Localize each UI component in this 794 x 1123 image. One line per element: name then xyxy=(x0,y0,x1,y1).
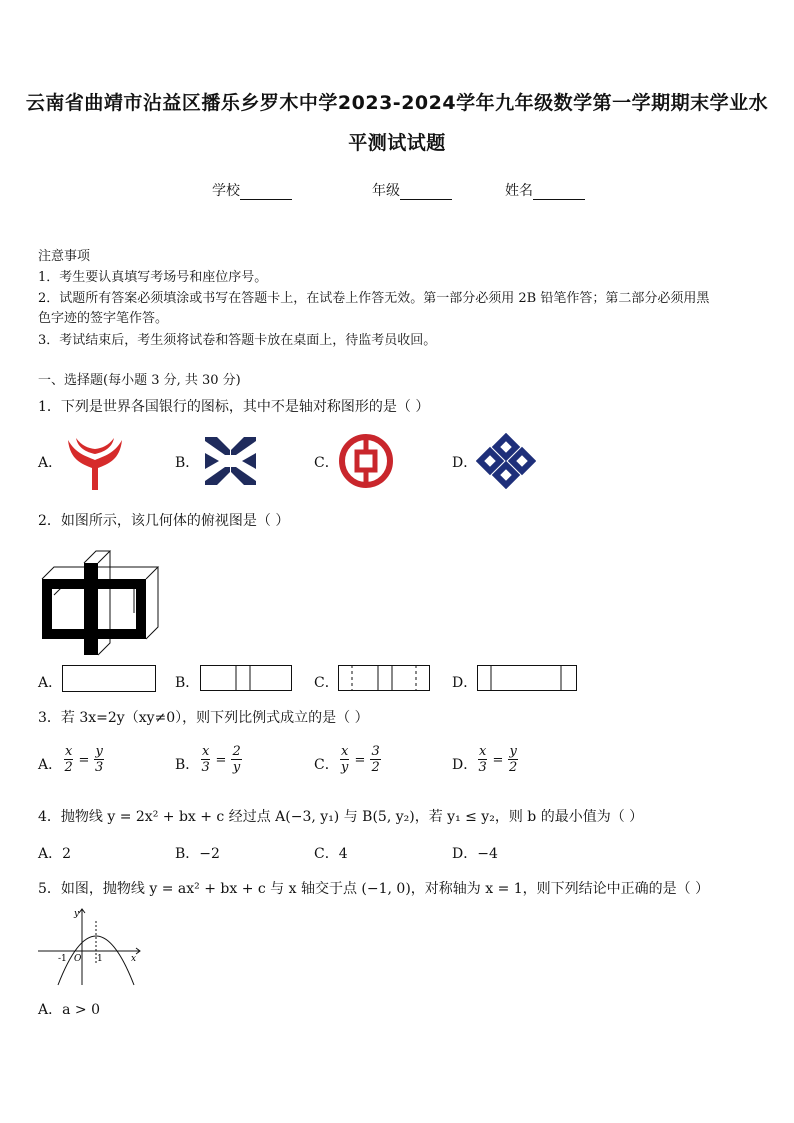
school-field xyxy=(212,180,292,200)
q1-stem: 1．下列是世界各国银行的图标，其中不是轴对称图形的是（ ） xyxy=(38,399,430,415)
school-label: 学校 xyxy=(212,183,240,199)
name-blank xyxy=(533,185,585,200)
q5-tick-1: 1 xyxy=(97,954,103,964)
page-title-line1: 云南省曲靖市沾益区播乐乡罗木中学2023-2024学年九年级数学第一学期期末学业水 xyxy=(25,92,769,114)
q4-option-a: A．2 xyxy=(38,846,72,862)
grade-blank xyxy=(400,185,452,200)
grade-field xyxy=(372,180,452,200)
q5-stem: 5．如图，抛物线 y = ax² + bx + c 与 x 轴交于点 (−1, 0)，对称轴为 x = 1，则下列结论中正确的是（ ） xyxy=(38,881,710,897)
q3-option-b: $\frac{x}{3}$ = $\frac{2}{y}$ xyxy=(201,744,241,775)
page-title-line2: 平测试试题 xyxy=(348,132,446,154)
note-item-2-cont: 色字迹的签字笔作答。 xyxy=(38,311,169,326)
q2-solid-figure xyxy=(38,537,162,659)
q2-option-a-shape xyxy=(62,665,156,692)
section-heading: 一、选择题(每小题 3 分, 共 30 分) xyxy=(38,373,241,388)
q5-origin-label: O xyxy=(74,954,82,964)
bank-logo-a-icon xyxy=(64,434,126,492)
q2-label-c: C． xyxy=(314,675,339,691)
q3-option-c: $\frac{x}{y}$ = $\frac{3}{2}$ xyxy=(340,744,380,775)
q1-label-b: B． xyxy=(175,455,200,471)
name-field xyxy=(505,180,585,200)
q5-axis-y-label: y xyxy=(74,909,80,919)
bank-logo-c-icon xyxy=(338,433,394,489)
q2-label-a: A． xyxy=(38,675,63,691)
bank-logo-d-icon xyxy=(476,433,536,489)
note-item-3: 3．考试结束后，考生须将试卷和答题卡放在桌面上，待监考员收回。 xyxy=(38,333,437,348)
q4-option-b: B．−2 xyxy=(175,846,220,862)
q1-label-d: D． xyxy=(452,455,478,471)
q2-label-b: B． xyxy=(175,675,200,691)
q3-label-a: A． xyxy=(38,757,63,773)
q4-stem: 4．抛物线 y = 2x² + bx + c 经过点 A(−3, y₁) 与 B(5, y₂)，若 y₁ ≤ y₂，则 b 的最小值为（ ） xyxy=(38,809,644,825)
q2-option-c-shape xyxy=(338,665,431,692)
q2-option-b-shape xyxy=(200,665,293,692)
q2-stem: 2．如图所示，该几何体的俯视图是（ ） xyxy=(38,513,290,529)
bank-logo-b-icon xyxy=(203,435,258,487)
school-blank xyxy=(240,185,292,200)
q3-label-d: D． xyxy=(452,757,478,773)
q5-option-a: A．a > 0 xyxy=(38,1002,100,1018)
q2-label-d: D． xyxy=(452,675,478,691)
notes-heading: 注意事项 xyxy=(38,249,91,264)
q5-tick-neg1: -1 xyxy=(58,954,67,964)
q1-label-c: C． xyxy=(314,455,339,471)
q4-option-c: C．4 xyxy=(314,846,348,862)
q1-label-a: A． xyxy=(38,455,63,471)
q5-axis-x-label: x xyxy=(131,954,137,964)
q4-option-d: D．−4 xyxy=(452,846,498,862)
note-item-1: 1．考生要认真填写考场号和座位序号。 xyxy=(38,270,268,285)
q2-option-d-shape xyxy=(477,665,578,692)
q3-option-a: $\frac{x}{2}$ = $\frac{y}{3}$ xyxy=(64,744,104,775)
grade-label: 年级 xyxy=(372,183,400,199)
q3-option-d: $\frac{x}{3}$ = $\frac{y}{2}$ xyxy=(478,744,518,775)
q3-label-b: B． xyxy=(175,757,200,773)
q5-parabola-graph xyxy=(36,905,144,987)
q3-label-c: C． xyxy=(314,757,339,773)
note-item-2: 2．试题所有答案必须填涂或书写在答题卡上，在试卷上作答无效。第一部分必须用 2B 铅笔作答；第二部分必须用黑 xyxy=(38,291,710,306)
q3-stem: 3．若 3x=2y（xy≠0），则下列比例式成立的是（ ） xyxy=(38,710,369,726)
name-label: 姓名 xyxy=(505,183,533,199)
